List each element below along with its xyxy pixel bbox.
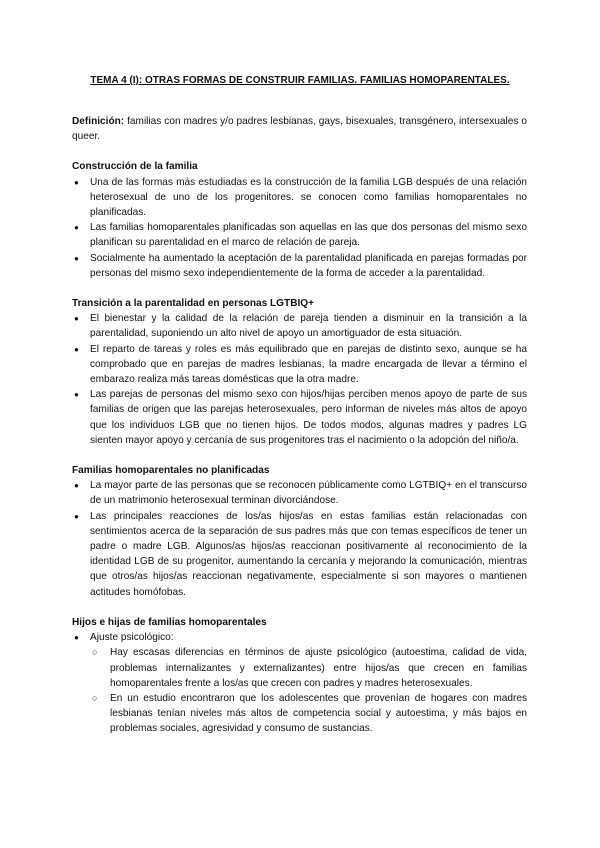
section-heading: Transición a la parentalidad en personas LGTBIQ+ [72, 298, 315, 310]
list-item: ● Las parejas de personas del mismo sexo con hijos/hijas perciben menos apoyo de parte de sus familias de origen que las parejas heterosexuales, pero informan de niveles más altos de apoyo que los individuos LGB que no tienen hijos. De todos modos, algunas madres y padres LG sienten mayor apoyo y cercanía de sus progenitores tras el nacimiento o la adopción del niño/a. [72, 387, 527, 448]
list-item: ● El bienestar y la calidad de la relación de pareja tienden a disminuir en la transición a la parentalidad, suponiendo un alto nivel de apoyo un amortiguador de esta situación. [72, 311, 527, 341]
list-item: ● El reparto de tareas y roles es más equilibrado que en parejas de distinto sexo, aunque se ha comprobado que en parejas de madres lesbianas, la madre encargada de llevar a término el embarazo realiza más tareas domésticas que la otra madre. [72, 342, 527, 388]
bullet-list [72, 630, 527, 645]
list-item [72, 630, 527, 645]
section-heading: Construcción de la familia [72, 161, 198, 173]
bullet-list [72, 478, 527, 600]
list-item: ● Las principales reacciones de los/as hijos/as en estas familias están relacionadas con sentimientos acerca de la separación de sus padres más que con temas específicos de tener un padre o madre LGB. Algunos/as hijos/as reaccionan positivamente al reconocimiento de la identidad LGB de su progenitor, aumentando la cercanía y mejorando la comunicación, mientras que otros/as hijos/as reaccionan negativamente, especialmente si son mayores o mantienen actitudes homófobas. [72, 509, 527, 600]
list-item: ● Socialmente ha aumentado la aceptación de la parentalidad planificada en parejas formadas por personas del mismo sexo independientemente de la forma de acceder a la parentalidad. [72, 251, 527, 281]
document-title: TEMA 4 (I): OTRAS FORMAS DE CONSTRUIR FAMILIAS. FAMILIAS HOMOPARENTALES. [90, 75, 510, 86]
list-item-label: Ajuste psicológico: [90, 632, 174, 644]
definition-label: Definición: [72, 116, 125, 127]
list-item: ● Una de las formas más estudiadas es la construcción de la familia LGB después de una relación heterosexual de uno de los progenitores. se conocen como familias homoparentales no planificadas. [72, 175, 527, 221]
definition-text: familias con madres y/o padres lesbianas, gays, bisexuales, transgénero, intersexuales o queer. [72, 116, 527, 143]
list-item: ● La mayor parte de las personas que se reconocen públicamente como LGTBIQ+ en el transcurso de un matrimonio heterosexual terminan divorciándose. [72, 478, 527, 508]
list-item: ● Las familias homoparentales planificadas son aquellas en las que dos personas del mismo sexo planifican su parentalidad en el marco de relación de pareja. [72, 220, 527, 250]
bullet-list [72, 311, 527, 448]
section-heading: Hijos e hijas de familias homoparentales [72, 616, 267, 628]
sub-list-item: ○ Hay escasas diferencias en términos de ajuste psicológico (autoestima, calidad de vida, problemas internalizantes y externalizantes) entre hijos/as que crecen en familias homoparentales frente a los/as que crecen con padres y madres heterosexuales. [72, 645, 527, 691]
sub-bullet-list [72, 645, 527, 736]
sub-list-item: ○ En un estudio encontraron que los adolescentes que provenían de hogares con madres lesbianas tenían niveles más altos de competencia social y autoestima, y más bajos en problemas sociales, agresividad y consumo de sustancias. [72, 691, 527, 737]
definition-paragraph [72, 114, 527, 144]
section-heading: Familias homoparentales no planificadas [72, 465, 270, 477]
document-body [72, 114, 527, 737]
bullet-list [72, 175, 527, 281]
